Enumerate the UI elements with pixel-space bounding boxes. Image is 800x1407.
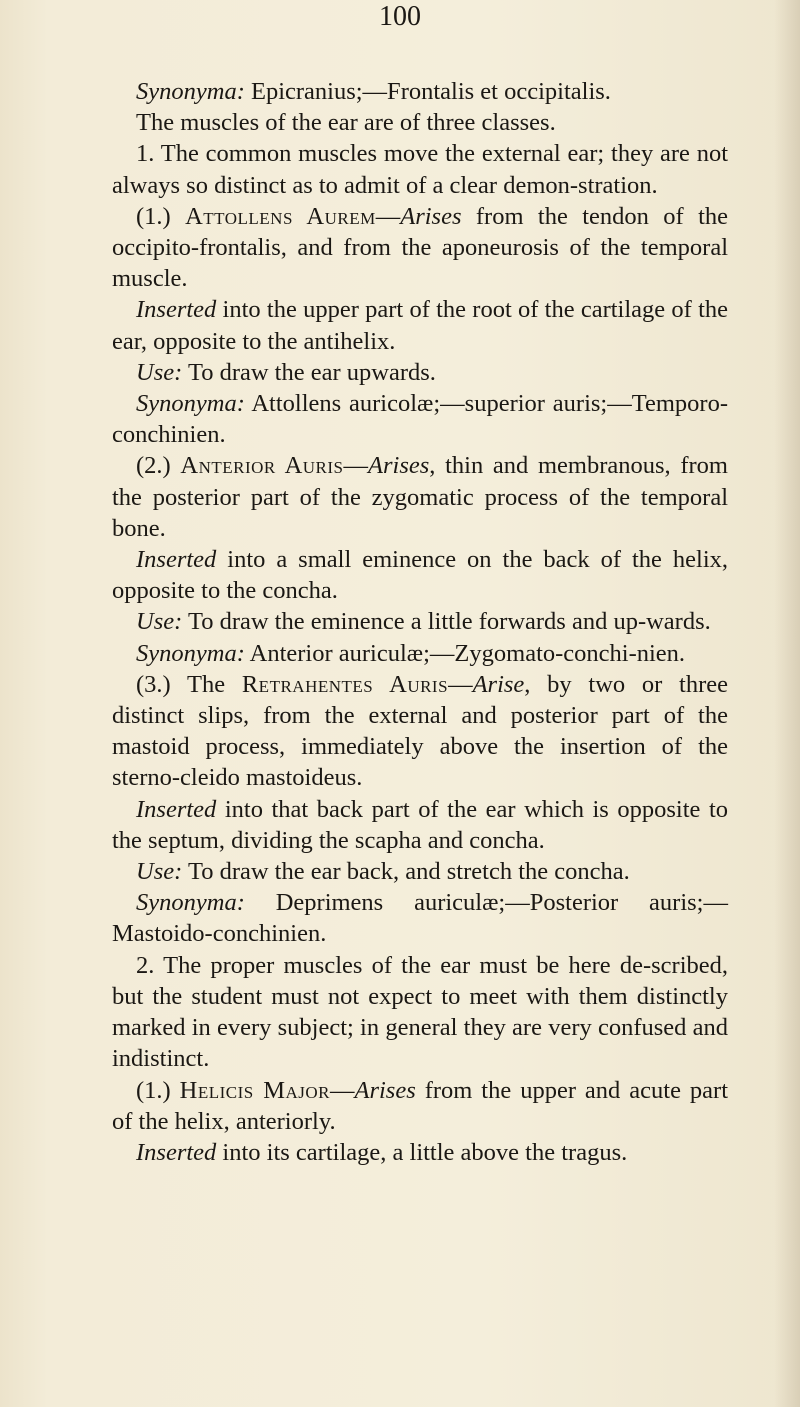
paragraph [112, 638, 728, 669]
paragraph [112, 388, 728, 450]
page-number: 100 [379, 1, 421, 32]
muscle-name: Anterior Auris [180, 452, 344, 480]
paragraph [112, 107, 728, 138]
paragraph [112, 669, 728, 794]
text-run: Anterior auriculæ;—Zygomato-conchi-nien. [244, 639, 686, 667]
text-run: Deprimens auriculæ;—Posterior auris;—Mastoido-conchinien. [112, 889, 728, 948]
text-run: , thin and membranous, from the posterior part of the zygomatic process of the temporal bone. [112, 452, 728, 542]
text-run: into a small eminence on the back of the helix, opposite to the concha. [112, 546, 728, 605]
italic-term: Arises [354, 1076, 416, 1104]
body-text [112, 76, 728, 1168]
italic-term: Synonyma: [136, 78, 245, 105]
text-run: To draw the eminence a little forwards and up-wards. [182, 608, 711, 636]
text-run: — [343, 452, 369, 480]
italic-term: Arises [368, 452, 430, 480]
text-run: into the upper part of the root of the cartilage of the ear, opposite to the antihelix. [112, 296, 728, 355]
italic-term: Use: [136, 358, 183, 386]
paragraph [112, 138, 728, 200]
text-run: (2.) [136, 452, 181, 480]
paragraph [112, 450, 728, 544]
text-run: — [375, 202, 401, 230]
text-run: from the upper and acute part of the helix, anteriorly. [112, 1076, 728, 1135]
muscle-name: Retrahentes Auris [241, 670, 449, 698]
italic-term: Arises [400, 202, 462, 230]
text-run: Attollens auricolæ;—superior auris;—Temporo-conchinien. [112, 390, 728, 449]
italic-term: Synonyma: [136, 889, 245, 917]
text-run: (1.) [136, 1076, 180, 1104]
italic-term: Use: [136, 608, 183, 636]
muscle-name: Attollens Aurem [185, 202, 376, 230]
paragraph [112, 294, 728, 356]
italic-term: Inserted [136, 546, 217, 574]
text-run: into its cartilage, a little above the tragus. [216, 1138, 628, 1166]
italic-term: Inserted [136, 795, 217, 823]
paragraph [112, 544, 728, 606]
paragraph [112, 950, 728, 1075]
text-run: from the tendon of the occipito-frontalis, and from the aponeurosis of the temporal muscle. [112, 202, 728, 293]
page-edge-shadow [774, 0, 800, 1407]
paragraph [112, 1137, 728, 1168]
text-run: To draw the ear back, and stretch the concha. [182, 858, 630, 886]
paragraph [112, 856, 728, 887]
text-run: The muscles of the ear are of three classes. [136, 109, 556, 137]
text-run: (3.) The [136, 670, 242, 698]
italic-term: Inserted [136, 296, 217, 324]
text-run: (1.) [136, 202, 186, 230]
text-run: — [330, 1076, 355, 1104]
italic-term: Synonyma: [136, 390, 245, 418]
paragraph [112, 606, 728, 637]
text-run: Epicranius;—Frontalis et occipitalis. [244, 78, 611, 105]
text-run: into that back part of the ear which is opposite to the septum, dividing the scapha and concha. [112, 795, 728, 854]
italic-term: Arise [472, 670, 525, 698]
paragraph [112, 76, 728, 107]
paragraph [112, 357, 728, 388]
text-run: — [448, 670, 473, 698]
paragraph [112, 201, 728, 295]
paragraph [112, 1075, 728, 1137]
text-run: , by two or three distinct slips, from the external and posterior part of the mastoid process, immediately above the insertion of the sterno-cleido mastoideus. [112, 670, 729, 792]
paragraph [112, 887, 728, 949]
paragraph [112, 794, 728, 856]
text-run: To draw the ear upwards. [182, 358, 436, 386]
italic-term: Use: [136, 858, 183, 886]
italic-term: Inserted [136, 1138, 217, 1166]
text-run: 1. The common muscles move the external ear; they are not always so distinct as to admit of a clear demon-stration. [112, 140, 728, 199]
italic-term: Synonyma: [136, 639, 245, 667]
text-run: 2. The proper muscles of the ear must be here de-scribed, but the student must not expect to meet with them distinctly marked in every subject; in general they are very confused and indistinct. [112, 951, 728, 1073]
muscle-name: Helicis Major [179, 1076, 330, 1104]
